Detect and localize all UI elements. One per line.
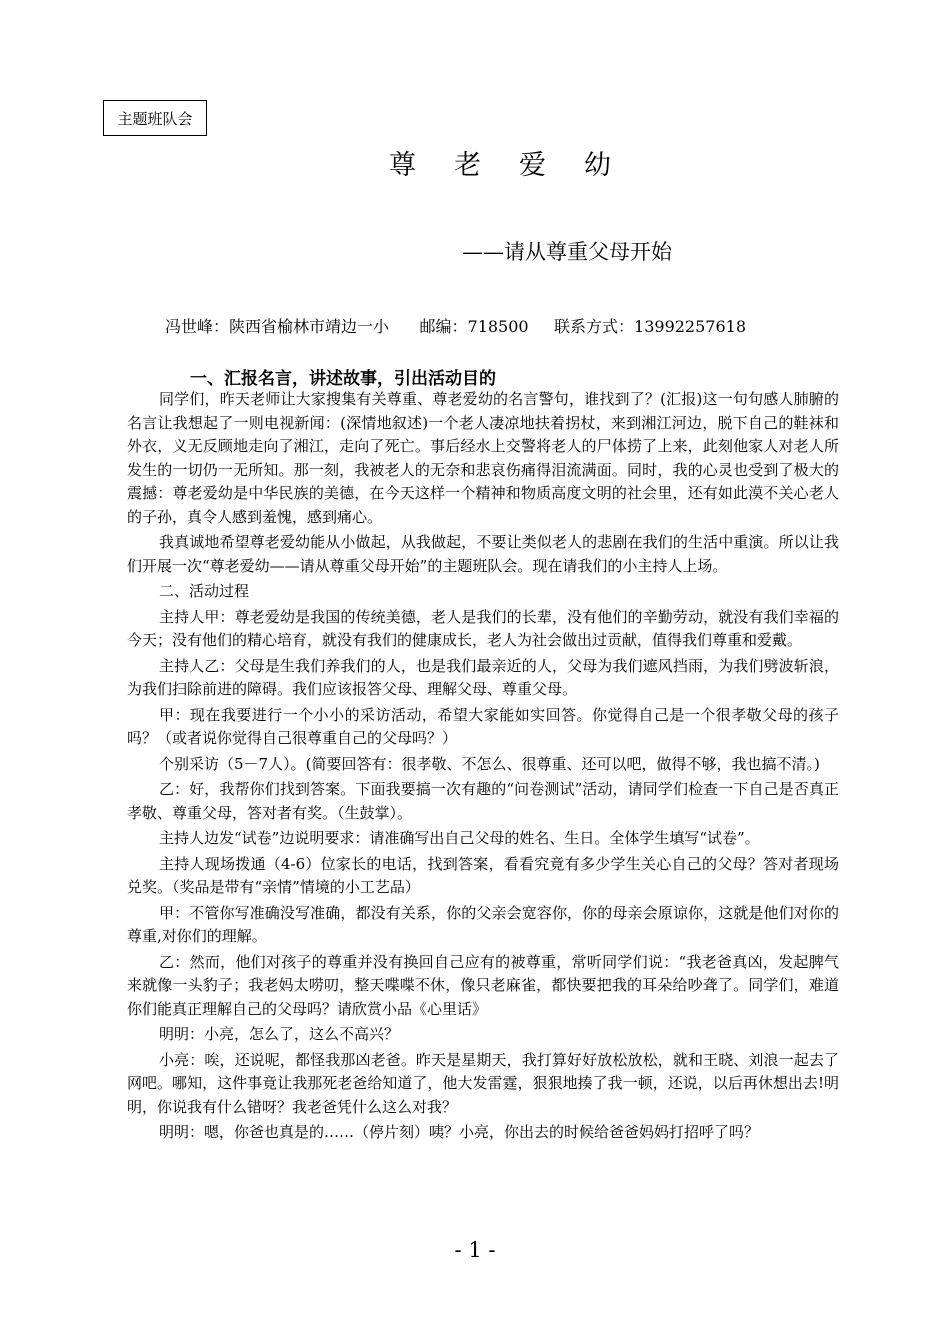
- paragraph: 乙：然而，他们对孩子的尊重并没有换回自己应有的被尊重，常听同学们说：“我老爸真凶，发起脾气来就像一头豹子；我老妈太唠叨，整天喋喋不休，像只老麻雀，都快要把我的耳朵给吵聋了。同学们，难道你们能真正理解自己的父母吗？请欣赏小品《心里话》: [127, 952, 839, 1018]
- paragraph: 明明：嗯，你爸也真是的……（停片刻）咦？小亮，你出去的时候给爸爸妈妈打招呼了吗？: [159, 1123, 760, 1141]
- document-body: [127, 388, 839, 1145]
- paragraph: 甲：现在我要进行一个小小的采访活动，希望大家能如实回答。你觉得自己是一个很孝敬父母的孩子吗？（或者说你觉得自己很尊重自己的父母吗？）: [127, 705, 839, 747]
- section-heading-2: 二、活动过程: [159, 582, 250, 600]
- paragraph: 主持人乙：父母是生我们养我们的人，也是我们最亲近的人，父母为我们遮风挡雨，为我们劈波斩浪，为我们扫除前进的障碍。我们应该报答父母、理解父母、尊重父母。: [127, 656, 839, 698]
- paragraph: 小亮：唉，还说呢，都怪我那凶老爸。昨天是星期天，我打算好好放松放松，就和王晓、刘浪一起去了网吧。哪知，这件事竟让我那死老爸给知道了，他大发雷霆，狠狠地揍了我一顿，还说，以后再休想出去!明明，你说我有什么错呀？我老爸凭什么这么对我？: [127, 1050, 839, 1116]
- paragraph: 我真诚地希望尊老爱幼能从小做起，从我做起，不要让类似老人的悲剧在我们的生活中重演。所以让我们开展一次“尊老爱幼——请从尊重父母开始”的主题班队会。现在请我们的小主持人上场。: [127, 533, 839, 575]
- page-number: - 1 -: [454, 1238, 496, 1262]
- section-heading: 一、汇报名言，讲述故事，引出活动目的: [190, 369, 496, 389]
- author-info: 冯世峰：陕西省榆林市靖边一小 邮编：718500 联系方式：13992257618: [165, 317, 747, 336]
- paragraph: 甲：不管你写准确没写准确，都没有关系，你的父亲会宽容你，你的母亲会原谅你，这就是他们对你的尊重,对你们的理解。: [127, 903, 839, 945]
- document-title: 尊老爱幼: [389, 150, 649, 181]
- paragraph: 主持人现场拨通（4-6）位家长的电话，找到答案，看看究竟有多少学生关心自己的父母？答对者现场兑奖。（奖品是带有“亲情”情境的小工艺品）: [127, 854, 839, 896]
- topic-tag-box: 主题班队会: [103, 100, 207, 136]
- paragraph: 同学们，昨天老师让大家搜集有关尊重、尊老爱幼的名言警句，谁找到了？(汇报)这一句句感人肺腑的名言让我想起了一则电视新闻：(深情地叙述)一个老人凄凉地扶着拐杖，来到湘江河边，脱下自己的鞋袜和外衣，义无反顾地走向了湘江，走向了死亡。事后经水上交警将老人的尸体捞了上来，此刻他家人对老人所发生的一切仍一无所知。那一刻，我被老人的无奈和悲哀伤痛得泪流满面。同时，我的心灵也受到了极大的震撼：尊老爱幼是中华民族的美德，在今天这样一个精神和物质高度文明的社会里，还有如此漠不关心老人的子孙，真令人感到羞愧，感到痛心。: [127, 390, 839, 526]
- paragraph: 乙：好，我帮你们找到答案。下面我要搞一次有趣的“问卷测试”活动，请同学们检查一下自己是否真正孝敬、尊重父母，答对者有奖。（生鼓掌）。: [127, 780, 839, 822]
- paragraph: 个别采访（5－7人）。(简要回答有：很孝敬、不怎么、很尊重、还可以吧，做得不够，我也搞不清。): [159, 754, 820, 773]
- paragraph: 主持人边发“试卷”边说明要求：请准确写出自己父母的姓名、生日。全体学生填写“试卷”。: [159, 829, 760, 847]
- paragraph: 主持人甲：尊老爱幼是我国的传统美德，老人是我们的长辈，没有他们的辛勤劳动，就没有我们幸福的今天；没有他们的精心培育，就没有我们的健康成长，老人为社会做出过贡献，值得我们尊重和爱戴。: [127, 607, 839, 649]
- document-subtitle: ——请从尊重父母开始: [462, 240, 672, 264]
- paragraph: 明明：小亮，怎么了，这么不高兴？: [159, 1025, 400, 1043]
